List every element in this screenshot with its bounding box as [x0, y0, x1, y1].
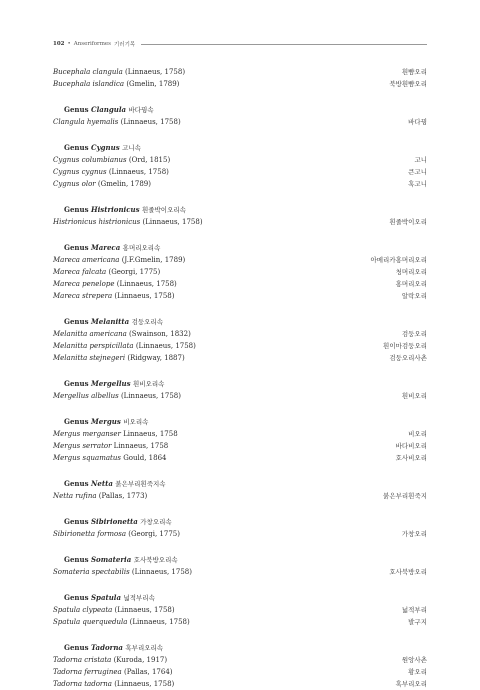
scientific-name: Histrionicus histrionicus	[53, 218, 141, 226]
genus-name: Mergellus	[91, 379, 131, 388]
korean-common-name: 큰고니	[408, 168, 427, 176]
korean-common-name: 발구지	[408, 618, 427, 626]
genus-heading	[53, 554, 427, 566]
genus-name: Spatula	[91, 593, 122, 602]
genus-name: Histrionicus	[91, 205, 140, 214]
header-separator: •	[67, 41, 71, 47]
genus-name: Netta	[91, 479, 113, 488]
species-entry	[53, 604, 175, 616]
genus-name: Tadorna	[91, 643, 123, 652]
genus-korean-name: 넓적부리속	[123, 594, 155, 602]
order-korean-name: 기러기목	[113, 42, 136, 48]
species-entry	[53, 528, 180, 540]
genus-name: Clangula	[91, 105, 127, 114]
species-author: (Linnaeus, 1758)	[135, 342, 196, 350]
genus-section	[53, 642, 427, 690]
scientific-name: Mergus serrator	[53, 442, 112, 450]
species-entry	[53, 166, 169, 178]
genus-heading	[53, 142, 427, 154]
species-row	[53, 528, 427, 540]
species-row	[53, 178, 427, 190]
genus-section	[53, 142, 427, 190]
species-row	[53, 428, 427, 440]
genus-heading	[53, 378, 427, 390]
species-entry	[53, 290, 174, 302]
species-author: Gould, 1864	[123, 454, 167, 462]
scientific-name: Mareca penelope	[53, 280, 115, 288]
scientific-name: Somateria spectabilis	[53, 568, 130, 576]
genus-korean-name: 붉은부리흰죽지속	[115, 480, 166, 488]
genus-section	[53, 378, 427, 402]
genus-section	[53, 554, 427, 578]
species-author: (Linnaeus, 1758)	[120, 118, 181, 126]
genus-section	[53, 516, 427, 540]
genus-label: Genus	[64, 243, 89, 252]
genus-korean-name: 고니속	[122, 144, 141, 152]
genus-label: Genus	[64, 643, 89, 652]
korean-common-name: 흰줄박이오리	[389, 218, 427, 226]
species-author: (Linnaeus, 1758)	[108, 168, 169, 176]
genus-sections	[53, 104, 427, 690]
korean-common-name: 북방흰뺨오리	[389, 80, 427, 88]
species-row	[53, 490, 427, 502]
species-author: (Pallas, 1773)	[98, 492, 148, 500]
genus-korean-name: 바다꿩속	[128, 106, 154, 114]
scientific-name: Spatula querquedula	[53, 618, 128, 626]
scientific-name: Mergus merganser	[53, 430, 121, 438]
korean-common-name: 흰이마검둥오리	[383, 342, 427, 350]
scientific-name: Melanitta perspicillata	[53, 342, 134, 350]
species-author: (Gmelin, 1789)	[97, 180, 151, 188]
species-author: (Linnaeus, 1758)	[114, 292, 175, 300]
genus-section	[53, 316, 427, 364]
scientific-name: Mareca strepera	[53, 292, 113, 300]
korean-common-name: 바다꿩	[408, 118, 427, 126]
species-author: (Pallas, 1764)	[123, 668, 173, 676]
genus-heading	[53, 516, 427, 528]
species-row	[53, 452, 427, 464]
ungrouped-species	[53, 66, 427, 90]
species-row	[53, 616, 427, 628]
genus-korean-name: 검둥오리속	[131, 318, 163, 326]
species-author: (Georgi, 1775)	[128, 530, 180, 538]
korean-common-name: 아메리카홍머리오리	[370, 256, 427, 264]
species-author: (Gmelin, 1789)	[126, 80, 180, 88]
species-author: Linnaeus, 1758	[113, 442, 169, 450]
genus-heading	[53, 478, 427, 490]
genus-label: Genus	[64, 105, 89, 114]
species-author: (J.F.Gmelin, 1789)	[121, 256, 186, 264]
species-row	[53, 166, 427, 178]
species-row	[53, 390, 427, 402]
species-row	[53, 352, 427, 364]
species-row	[53, 328, 427, 340]
genus-name: Cygnus	[91, 143, 120, 152]
species-entry	[53, 452, 167, 464]
korean-common-name: 호사북방오리	[389, 568, 427, 576]
genus-heading	[53, 204, 427, 216]
species-author: (Ord, 1815)	[128, 156, 171, 164]
species-entry	[53, 566, 192, 578]
genus-label: Genus	[64, 517, 89, 526]
species-row	[53, 154, 427, 166]
scientific-name: Melanitta americana	[53, 330, 127, 338]
page-header	[53, 40, 427, 48]
genus-heading	[53, 242, 427, 254]
korean-common-name: 흰비오리	[401, 392, 427, 400]
genus-korean-name: 가창오리속	[140, 518, 172, 526]
korean-common-name: 가창오리	[401, 530, 427, 538]
species-entry	[53, 666, 173, 678]
genus-name: Somateria	[91, 555, 132, 564]
species-entry	[53, 116, 181, 128]
species-author: (Linnaeus, 1758)	[114, 680, 175, 688]
genus-label: Genus	[64, 479, 89, 488]
korean-common-name: 고니	[414, 156, 427, 164]
genus-section	[53, 242, 427, 302]
species-row	[53, 666, 427, 678]
genus-label: Genus	[64, 417, 89, 426]
scientific-name: Spatula clypeata	[53, 606, 113, 614]
species-entry	[53, 390, 181, 402]
species-entry	[53, 154, 170, 166]
genus-label: Genus	[64, 593, 89, 602]
korean-common-name: 알락오리	[401, 292, 427, 300]
species-row	[53, 66, 427, 78]
genus-label: Genus	[64, 555, 89, 564]
genus-section	[53, 592, 427, 628]
scientific-name: Tadorna tadorna	[53, 680, 112, 688]
genus-korean-name: 흰비오리속	[133, 380, 165, 388]
korean-common-name: 혹부리오리	[395, 680, 427, 688]
species-row	[53, 266, 427, 278]
order-name: Anseriformes	[73, 41, 111, 47]
genus-section	[53, 204, 427, 228]
korean-common-name: 청머리오리	[395, 268, 427, 276]
scientific-name: Mergellus albellus	[53, 392, 119, 400]
korean-common-name: 호사비오리	[395, 454, 427, 462]
species-author: (Linnaeus, 1758)	[125, 68, 186, 76]
genus-section	[53, 104, 427, 128]
scientific-name: Melanitta stejnegeri	[53, 354, 126, 362]
species-author: (Linnaeus, 1758)	[114, 606, 175, 614]
korean-common-name: 흰뺨오리	[401, 68, 427, 76]
species-entry	[53, 328, 191, 340]
species-entry	[53, 266, 160, 278]
scientific-name: Bucephala islandica	[53, 80, 125, 88]
genus-korean-name: 홍머리오리속	[122, 244, 161, 252]
korean-common-name: 바다비오리	[395, 442, 427, 450]
species-author: (Linnaeus, 1758)	[129, 618, 190, 626]
korean-common-name: 황오리	[408, 668, 427, 676]
scientific-name: Clangula hyemalis	[53, 118, 119, 126]
species-row	[53, 216, 427, 228]
genus-section	[53, 478, 427, 502]
korean-common-name: 검둥오리사촌	[389, 354, 427, 362]
species-row	[53, 78, 427, 90]
species-entry	[53, 654, 167, 666]
genus-heading	[53, 104, 427, 116]
species-entry	[53, 278, 177, 290]
genus-heading	[53, 642, 427, 654]
species-entry	[53, 428, 178, 440]
genus-name: Mareca	[91, 243, 121, 252]
species-author: (Swainson, 1832)	[129, 330, 191, 338]
species-row	[53, 340, 427, 352]
species-row	[53, 116, 427, 128]
species-entry	[53, 352, 185, 364]
genus-heading	[53, 316, 427, 328]
species-row	[53, 678, 427, 690]
scientific-name: Netta rufina	[53, 492, 97, 500]
species-row	[53, 440, 427, 452]
species-row	[53, 278, 427, 290]
species-list	[53, 66, 427, 690]
korean-common-name: 붉은부리흰죽지	[383, 492, 427, 500]
genus-korean-name: 혹부리오리속	[125, 644, 164, 652]
korean-common-name: 넓적부리	[401, 606, 427, 614]
genus-name: Melanitta	[91, 317, 130, 326]
species-author: (Linnaeus, 1758)	[120, 392, 181, 400]
scientific-name: Bucephala clangula	[53, 68, 123, 76]
species-entry	[53, 616, 190, 628]
genus-label: Genus	[64, 379, 89, 388]
genus-label: Genus	[64, 205, 89, 214]
genus-label: Genus	[64, 317, 89, 326]
species-row	[53, 654, 427, 666]
species-row	[53, 566, 427, 578]
species-entry	[53, 66, 185, 78]
species-entry	[53, 178, 151, 190]
scientific-name: Cygnus cygnus	[53, 168, 107, 176]
species-author: (Ridgway, 1887)	[127, 354, 185, 362]
species-row	[53, 290, 427, 302]
genus-heading	[53, 592, 427, 604]
species-author: Linnaeus, 1758	[123, 430, 178, 438]
species-author: (Linnaeus, 1758)	[116, 280, 177, 288]
species-row	[53, 604, 427, 616]
species-entry	[53, 340, 196, 352]
species-author: (Linnaeus, 1758)	[131, 568, 192, 576]
species-entry	[53, 216, 203, 228]
scientific-name: Sibirionetta formosa	[53, 530, 126, 538]
species-row	[53, 254, 427, 266]
species-author: (Georgi, 1775)	[108, 268, 161, 276]
genus-label: Genus	[64, 143, 89, 152]
species-entry	[53, 254, 185, 266]
scientific-name: Mareca falcata	[53, 268, 107, 276]
scientific-name: Cygnus olor	[53, 180, 96, 188]
genus-name: Sibirionetta	[91, 517, 138, 526]
scientific-name: Mareca americana	[53, 256, 120, 264]
scientific-name: Tadorna ferruginea	[53, 668, 122, 676]
genus-heading	[53, 416, 427, 428]
species-entry	[53, 490, 147, 502]
korean-common-name: 홍머리오리	[395, 280, 427, 288]
species-author: (Linnaeus, 1758)	[142, 218, 203, 226]
korean-common-name: 혹고니	[408, 180, 427, 188]
korean-common-name: 비오리	[408, 430, 427, 438]
scientific-name: Cygnus columbianus	[53, 156, 127, 164]
korean-common-name: 원앙사촌	[401, 656, 427, 664]
header-rule	[141, 44, 427, 45]
genus-korean-name: 비오리속	[123, 418, 149, 426]
genus-name: Mergus	[91, 417, 121, 426]
species-entry	[53, 78, 179, 90]
page-number: 102	[53, 41, 65, 47]
genus-korean-name: 흰줄박이오리속	[141, 206, 186, 214]
korean-common-name: 검둥오리	[401, 330, 427, 338]
species-entry	[53, 440, 168, 452]
species-entry	[53, 678, 174, 690]
scientific-name: Tadorna cristata	[53, 656, 112, 664]
genus-korean-name: 호사북방오리속	[133, 556, 178, 564]
genus-section	[53, 416, 427, 464]
species-author: (Kuroda, 1917)	[113, 656, 168, 664]
scientific-name: Mergus squamatus	[53, 454, 121, 462]
